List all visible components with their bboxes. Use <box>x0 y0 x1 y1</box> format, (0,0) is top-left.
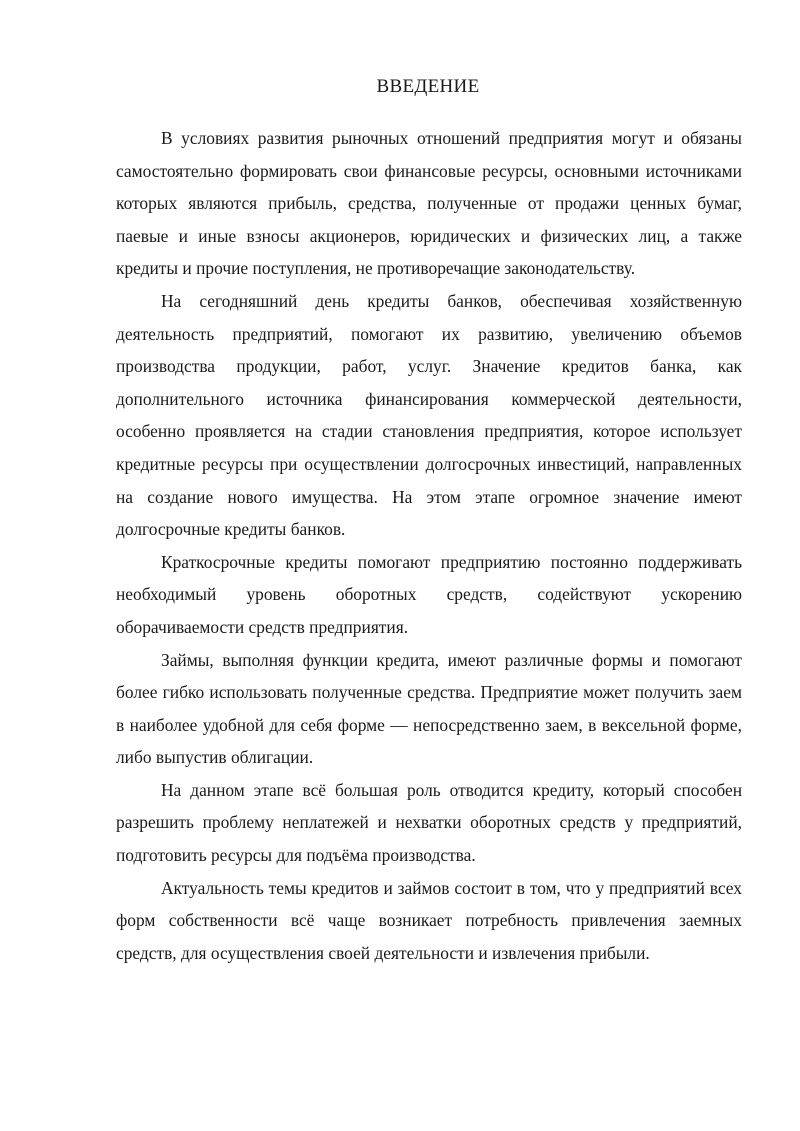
paragraph-6: Актуальность темы кредитов и займов состоит в том, что у предприятий всех форм собственности всё чаще возникает потребность привлечения заемных средств, для осуществления своей деятельности и извлечения прибыли. <box>116 877 742 963</box>
document-body <box>116 122 742 969</box>
paragraph-5: На данном этапе всё большая роль отводится кредиту, который способен разрешить проблему неплатежей и нехватки оборотных средств у предприятий, подготовить ресурсы для подъёма производства. <box>116 779 742 866</box>
paragraph-4: Займы, выполняя функции кредита, имеют различные формы и помогают более гибко использовать полученные средства. Предприятие может получить заем в наиболее удобной для себя форме — непосредственно заем, в вексельной форме, либо выпустив облигации. <box>116 649 742 768</box>
paragraph-1: В условиях развития рыночных отношений предприятия могут и обязаны самостоятельно формировать свои финансовые ресурсы, основными источниками которых являются прибыль, средства, полученные от продажи ценных бумаг, паевые и иные взносы акционеров, юридических и физических лиц, а также кредиты и прочие поступления, не противоречащие законодательству. <box>116 128 742 279</box>
paragraph-3: Краткосрочные кредиты помогают предприятию постоянно поддерживать необходимый уровень оборотных средств, содействуют ускорению оборачиваемости средств предприятия. <box>116 551 742 637</box>
paragraph-2: На сегодняшний день кредиты банков, обеспечивая хозяйственную деятельность предприятий, помогают их развитию, увеличению объемов производства продукции, работ, услуг. Значение кредитов банка, как дополнительного источника финансирования коммерческой деятельности, особенно проявляется на стадии становления предприятия, которое использует кредитные ресурсы при осуществлении долгосрочных инвестиций, направленных на создание нового имущества. На этом этапе огромное значение имеют долгосрочные кредиты банков. <box>116 290 742 540</box>
page-title: ВВЕДЕНИЕ <box>376 76 480 97</box>
